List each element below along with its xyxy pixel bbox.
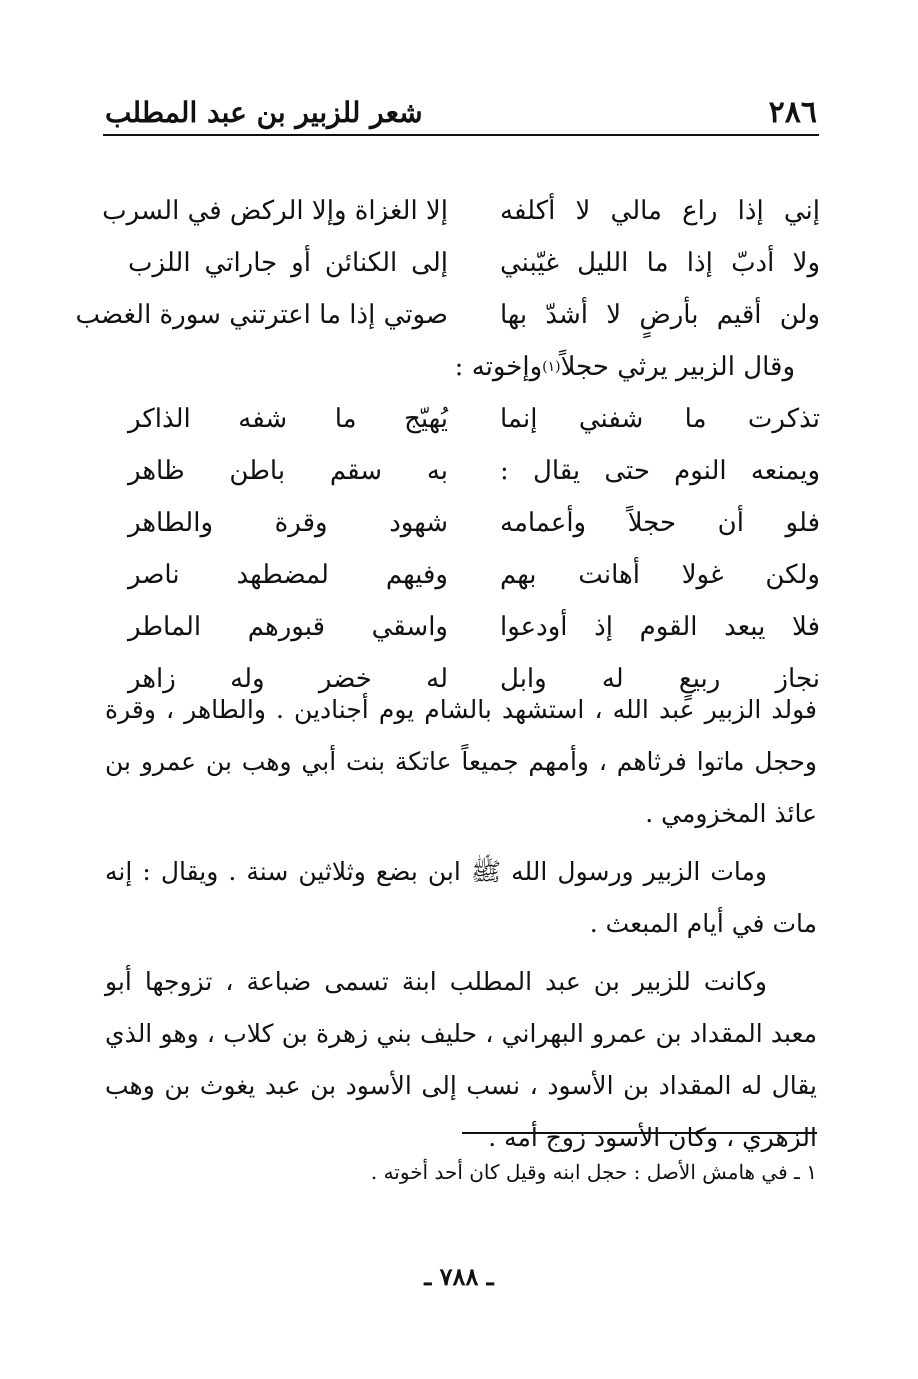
verse-line xyxy=(120,601,820,653)
verse-second-hemistich: إلى الكنائن أو جاراتي اللزب xyxy=(128,248,448,278)
verse-line xyxy=(120,237,820,289)
poem-intro-tail: وإخوته : xyxy=(454,352,543,382)
paragraph: فولد الزبير عبد الله ، استشهد بالشام يوم أجنادين . والطاهر ، وقرة وحجل ماتوا فرثاهم ، وأمهم جميعاً عاتكة بنت أبي وهب بن عمرو بن عائذ المخزومي . xyxy=(105,695,817,828)
page-number: ٢٨٦ xyxy=(768,94,817,130)
footnote-rule xyxy=(462,1132,817,1134)
verse-second-hemistich: وفيهم لمضطهد ناصر xyxy=(128,560,448,590)
footnote: ١ ـ في هامش الأصل : حجل ابنه وقيل كان أحد أخوته . xyxy=(370,1160,817,1184)
verse-first-hemistich: ويمنعه النوم حتى يقال : xyxy=(500,456,820,486)
verse-second-hemistich: شهود وقرة والطاهر xyxy=(128,508,448,538)
verse-first-hemistich: ولا أدبّ إذا ما الليل غيّبني xyxy=(500,248,820,278)
paragraph: ومات الزبير ورسول الله ﷺ ابن بضع وثلاثين سنة . ويقال : إنه مات في أيام المبعث . xyxy=(105,857,817,938)
verse-second-hemistich: له خضر وله زاهر xyxy=(128,664,448,694)
poem-section xyxy=(75,185,820,705)
verse-second-hemistich: به سقم باطن ظاهر xyxy=(128,456,448,486)
poem-intro-text: وقال الزبير يرثي حجلاً xyxy=(560,352,795,382)
verse-first-hemistich: فلو أن حجلاً وأعمامه xyxy=(500,508,820,538)
verse-second-hemistich: صوتي إذا ما اعترتني سورة الغضب xyxy=(75,300,448,330)
verse-first-hemistich: تذكرت ما شفني إنما xyxy=(500,404,820,434)
verse-second-hemistich: إلا الغزاة وإلا الركض في السرب xyxy=(102,196,448,226)
footnote-marker[interactable]: (١) xyxy=(542,359,561,375)
verse-first-hemistich: فلا يبعد القوم إذ أودعوا xyxy=(500,612,820,642)
prose-section xyxy=(105,684,817,1164)
folio-number: ـ ٧٨٨ ـ xyxy=(424,1262,494,1291)
verse-first-hemistich: ولن أقيم بأرضٍ لا أشدّ بها xyxy=(500,300,820,330)
verse-line xyxy=(102,185,820,237)
verse-second-hemistich: واسقي قبورهم الماطر xyxy=(128,612,448,642)
running-title: شعر للزبير بن عبد المطلب xyxy=(105,95,423,129)
page-header xyxy=(105,92,817,132)
header-rule xyxy=(103,134,819,136)
verse-line xyxy=(75,289,820,341)
verse-first-hemistich: نجاز ربيعٍ له وابل xyxy=(500,664,820,694)
verse-second-hemistich: يُهيّج ما شفه الذاكر xyxy=(128,404,448,434)
poem-intro xyxy=(120,341,820,393)
verse-first-hemistich: ولكن غولا أهانت بهم xyxy=(500,560,820,590)
paragraph: وكانت للزبير بن عبد المطلب ابنة تسمى ضباعة ، تزوجها أبو معبد المقداد بن عمرو البهراني ، حليف بني زهرة بن كلاب ، وهو الذي يقال له المقداد بن الأسود ، نسب إلى الأسود بن عبد يغوث بن وهب الزهري ، وكان الأسود زوج أمه . xyxy=(105,967,817,1152)
verse-line xyxy=(120,497,820,549)
verse-line xyxy=(120,393,820,445)
verse-line xyxy=(120,549,820,601)
verse-first-hemistich: إني إذا راع مالي لا أكلفه xyxy=(500,196,820,226)
verse-line xyxy=(120,445,820,497)
